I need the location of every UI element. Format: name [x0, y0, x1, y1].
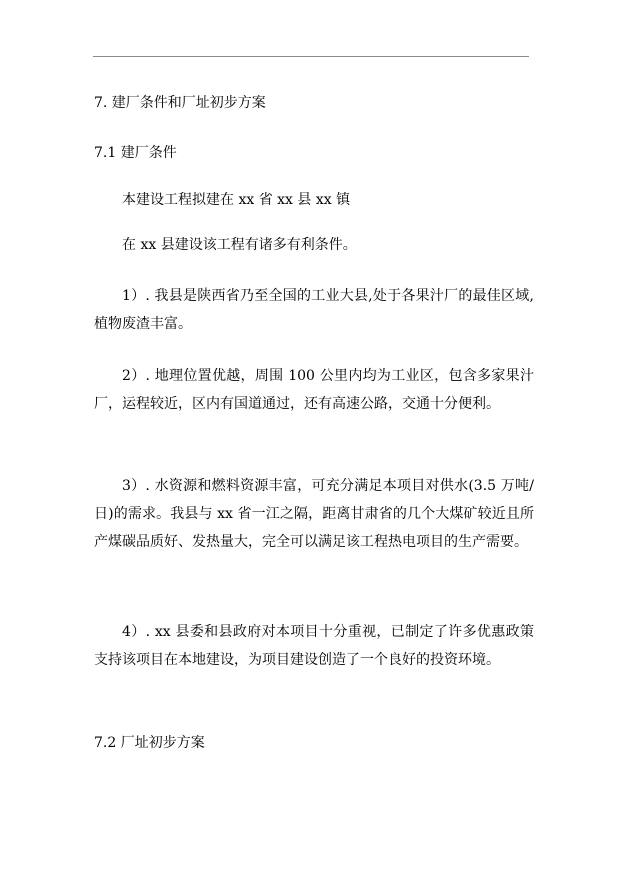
condition-item-2 — [94, 362, 534, 418]
condition-item-text: 2）. 地理位置优越，周围 100 公里内均为工业区，包含多家果汁厂，运程较近，区内有国道通过，还有高速公路，交通十分便利。 — [94, 368, 534, 412]
intro-paragraph-conditions: 在 xx 县建设该工程有诸多有利条件。 — [122, 237, 357, 253]
condition-item-text: 3）. 水资源和燃料资源丰富，可充分满足本项目对供水(3.5 万吨/日)的需求。我县与 xx 省一江之隔，距离甘肃省的几个大煤矿较近且所产煤碳品质好、发热量大，完全可以满足该工程热电项目的生产需要。 — [94, 478, 534, 550]
condition-item-text: 1）. 我县是陕西省乃至全国的工业大县,处于各果汁厂的最佳区域,植物废渣丰富。 — [94, 288, 534, 332]
intro-paragraph-location: 本建设工程拟建在 xx 省 xx 县 xx 镇 — [122, 192, 351, 208]
condition-item-4 — [94, 618, 534, 674]
section-heading-7-2: 7.2 厂址初步方案 — [94, 735, 205, 751]
header-rule — [93, 56, 529, 57]
section-heading-7: 7. 建厂条件和厂址初步方案 — [94, 95, 266, 111]
condition-item-1 — [94, 282, 534, 338]
condition-item-text: 4）. xx 县委和县政府对本项目十分重视，已制定了许多优惠政策支持该项目在本地建设，为项目建设创造了一个良好的投资环境。 — [94, 624, 534, 668]
condition-item-3 — [94, 472, 534, 556]
section-heading-7-1: 7.1 建厂条件 — [94, 145, 177, 161]
